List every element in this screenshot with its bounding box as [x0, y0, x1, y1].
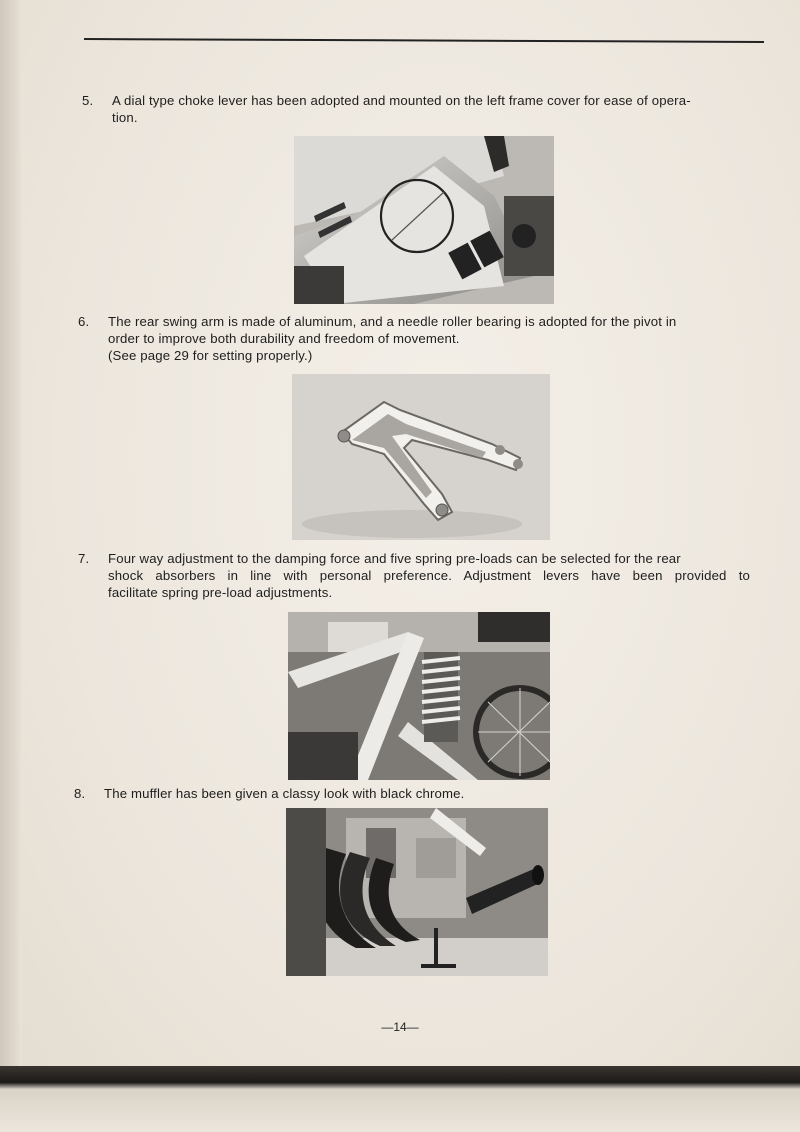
item-text [108, 550, 750, 601]
swing-arm-illustration [292, 374, 550, 540]
swing-arm-photo [292, 374, 550, 540]
item-line: Four way adjustment to the damping force and five spring pre-loads can be selected for the rear [108, 551, 681, 566]
muffler-illustration [286, 808, 548, 976]
page-bottom-edge [0, 1066, 800, 1132]
item-line: The rear swing arm is made of aluminum, and a needle roller bearing is adopted for the pivot in [108, 314, 677, 329]
rear-shock-illustration [288, 612, 550, 780]
rear-shock-photo [288, 612, 550, 780]
item-line: (See page 29 for setting properly.) [108, 348, 313, 363]
item-number: 5. [82, 93, 94, 108]
item-text [108, 313, 752, 364]
item-line: shock absorbers in line with personal preference. Adjustment levers have been provided to [108, 568, 750, 583]
header-rule [84, 38, 764, 43]
choke-lever-photo [294, 136, 554, 304]
item-number: 6. [78, 314, 90, 329]
item-line: A dial type choke lever has been adopted and mounted on the left frame cover for ease of opera- [112, 93, 691, 108]
item-text [104, 785, 748, 802]
choke-lever-illustration [294, 136, 554, 304]
item-number: 8. [74, 786, 86, 801]
item-line: order to improve both durability and freedom of movement. [108, 331, 460, 346]
muffler-photo [286, 808, 548, 976]
item-line: The muffler has been given a classy look with black chrome. [104, 786, 465, 801]
item-number: 7. [78, 551, 90, 566]
page-number: —14— [381, 1020, 419, 1034]
item-line: facilitate spring pre-load adjustments. [108, 585, 333, 600]
page-binding-shadow [0, 0, 22, 1132]
item-text [112, 92, 756, 126]
item-line: tion. [112, 110, 138, 125]
